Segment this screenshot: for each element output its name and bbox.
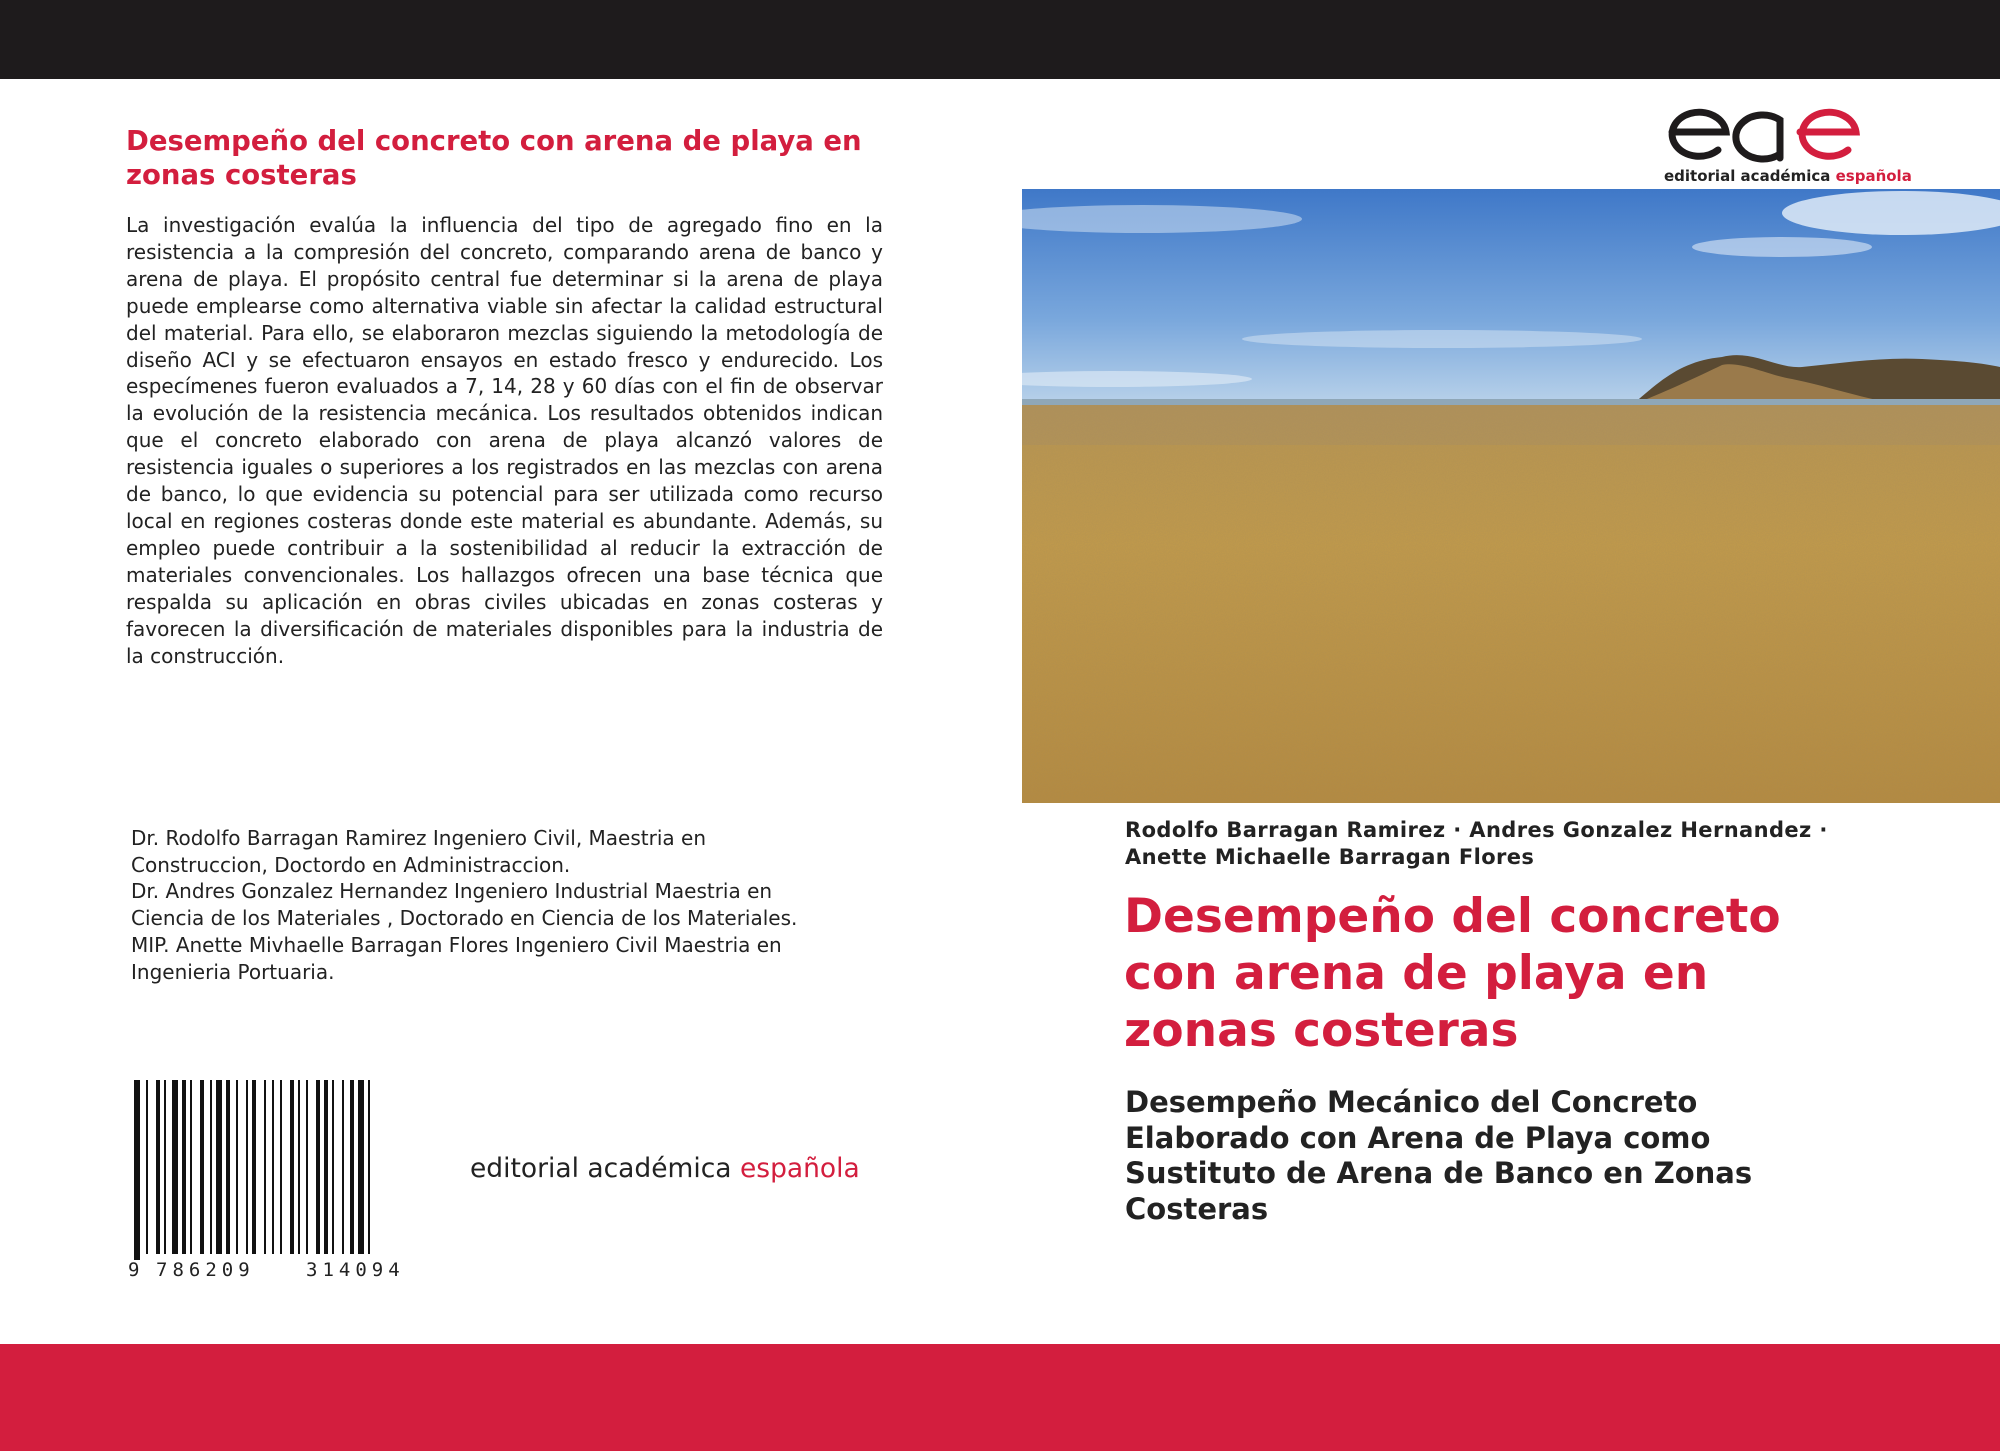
publisher-accent: española: [739, 1153, 860, 1184]
barcode-bar: [200, 1080, 204, 1260]
barcode-bar: [280, 1080, 282, 1260]
barcode-bar: [252, 1080, 256, 1260]
barcode-bar: [226, 1080, 230, 1260]
publisher-imprint: [470, 1153, 860, 1184]
barcode-bar: [156, 1080, 160, 1260]
barcode-bar: [190, 1080, 192, 1260]
bio-line: Dr. Rodolfo Barragan Ramirez Ingeniero Civil, Maestria en: [131, 826, 706, 850]
isbn-barcode: [128, 1080, 454, 1280]
subtitle-line: Sustituto de Arena de Banco en Zonas: [1125, 1156, 1753, 1190]
bio-line: Construccion, Doctordo en Administraccion.: [131, 852, 571, 877]
barcode-bar: [246, 1080, 248, 1260]
barcode-bar: [350, 1080, 354, 1260]
barcode-bar: [358, 1080, 364, 1260]
barcode-bar: [290, 1080, 294, 1260]
front-cover-subtitle: [1125, 1085, 1955, 1227]
barcode-bar: [146, 1080, 148, 1260]
beach-photo: [1022, 189, 2000, 803]
barcode-bar: [298, 1080, 300, 1260]
barcode-bar: [342, 1080, 344, 1260]
barcode-bar: [306, 1080, 308, 1260]
logo-caption: editorial académica española: [1664, 167, 1912, 185]
barcode-bar: [172, 1080, 178, 1260]
subtitle-line: Elaborado con Arena de Playa como: [1125, 1120, 1711, 1155]
isbn-digit-first: 9: [128, 1259, 140, 1280]
authors-line: Rodolfo Barragan Ramirez · Andres Gonzalez Hernandez ·: [1125, 818, 1828, 842]
barcode-bar: [164, 1080, 166, 1260]
top-bar: [0, 0, 2000, 79]
back-cover-title: Desempeño del concreto con arena de playa en zonas costeras: [126, 125, 862, 191]
barcode-bar: [332, 1080, 334, 1260]
subtitle-line: Desempeño Mecánico del Concreto: [1125, 1085, 1698, 1119]
title-line: con arena de playa en: [1124, 946, 1709, 1001]
barcode-bar: [210, 1080, 212, 1260]
title-line: zonas costeras: [1124, 1003, 1519, 1058]
barcode-bar: [368, 1080, 370, 1260]
isbn-digits-left: 786209: [156, 1259, 255, 1280]
bio-line: Ingenieria Portuaria.: [131, 959, 335, 984]
publisher-main: editorial académica: [470, 1153, 740, 1184]
isbn-digits-right: 314094: [306, 1259, 405, 1280]
barcode-bar: [134, 1080, 140, 1260]
bottom-bar: [0, 1344, 2000, 1451]
authors-line: Anette Michaelle Barragan Flores: [1125, 845, 1535, 869]
bio-line: MIP. Anette Mivhaelle Barragan Flores Ingeniero Civil Maestria en: [131, 932, 782, 957]
barcode-bar: [264, 1080, 266, 1260]
bio-line: Dr. Andres Gonzalez Hernandez Ingeniero Industrial Maestria en: [131, 879, 773, 904]
barcode-bar: [236, 1080, 238, 1260]
barcode-bar: [316, 1080, 320, 1260]
subtitle-line: Costeras: [1125, 1191, 1269, 1226]
author-bios: [131, 825, 871, 985]
bio-line: Ciencia de los Materiales , Doctorado en Ciencia de los Materiales.: [131, 906, 798, 931]
front-cover-title: [1124, 888, 1984, 1059]
barcode-bar: [324, 1080, 328, 1260]
title-line: Desempeño del concreto: [1124, 889, 1781, 944]
barcode-bar: [272, 1080, 274, 1260]
front-authors: [1125, 817, 1975, 871]
barcode-bar: [182, 1080, 186, 1260]
barcode-bar: [216, 1080, 222, 1260]
back-cover-blurb: La investigación evalúa la influencia del tipo de agregado fino en la resistencia a la compresión del concreto, comparando arena de banco y arena de playa. El propósito central fue determinar si la arena de playa puede emplearse como alternativa viable sin afectar la calidad estructural del material. Para ello, se elaboraron mezclas siguiendo la metodología de diseño ACI y se efectuaron ensayos en estado fresco y endurecido. Los especímenes fueron evaluados a 7, 14, 28 y 60 días con el fin de observar la evolución de la resistencia mecánica. Los resultados obtenidos indican que el concreto elaborado con arena de playa alcanzó valores de resistencia iguales o superiores a los registrados en las mezclas con arena de banco, lo que evidencia su potencial para ser utilizada como recurso local en regiones costeras donde este material es abundante. Además, su empleo puede contribuir a la sostenibilidad al reducir la extracción de materiales convencionales. Los hallazgos ofrecen una base técnica que respalda su aplicación en obras civiles ubicadas en zonas costeras y favorecen la diversificación de materiales disponibles para la industria de la construcción.: [126, 213, 883, 668]
